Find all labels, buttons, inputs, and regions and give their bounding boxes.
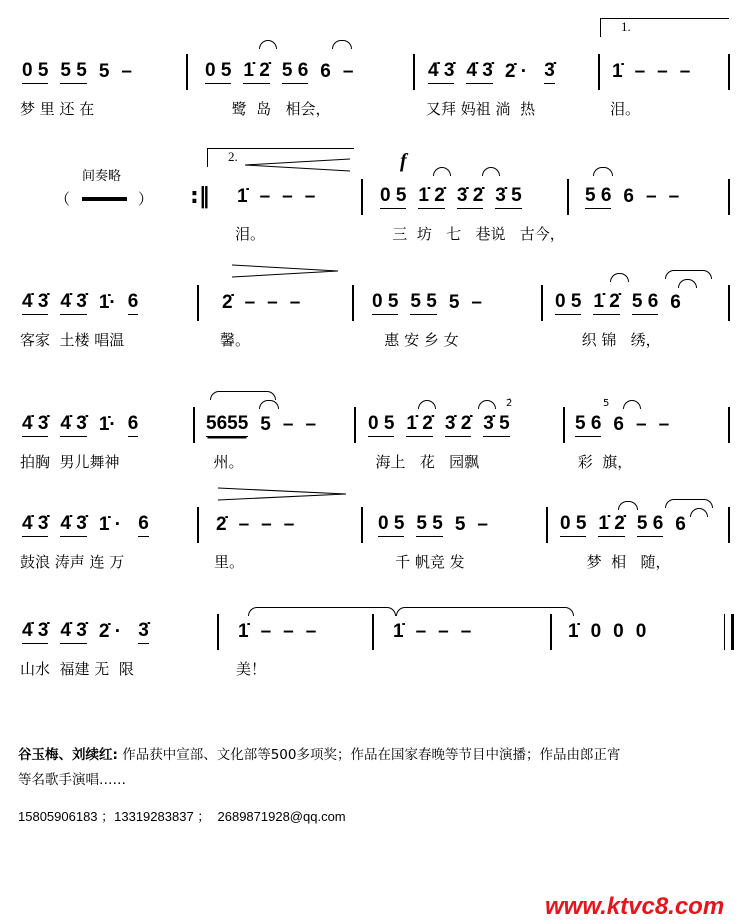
note-group: 1̇ 2̇ bbox=[418, 185, 444, 209]
bar-line bbox=[728, 285, 730, 321]
slur bbox=[396, 607, 574, 616]
bar-line bbox=[372, 614, 374, 650]
note-group: 0 5 bbox=[378, 513, 404, 537]
measure bbox=[216, 511, 294, 537]
measure bbox=[237, 183, 315, 209]
intro-label: 间奏略 bbox=[82, 169, 122, 184]
note-group: 5655 bbox=[206, 413, 248, 437]
slur bbox=[593, 167, 613, 176]
note-group: 4̇ 3̇ bbox=[60, 291, 86, 315]
measure bbox=[22, 411, 138, 437]
note-group: – bbox=[305, 621, 317, 642]
note-group: 1̇ · bbox=[98, 514, 127, 535]
note-group: – bbox=[244, 292, 256, 313]
note-group: – bbox=[658, 414, 670, 435]
watermark: www.ktvc8.com bbox=[545, 893, 725, 920]
contact-info: 15805906183 ；13319283837 ； 2689871928@qq.com bbox=[18, 809, 346, 824]
note-group: – bbox=[238, 514, 250, 535]
slur bbox=[418, 400, 436, 409]
lyric: 拍胸 男儿舞神 bbox=[20, 453, 120, 471]
bar-line bbox=[728, 54, 730, 90]
note-group: 4̇ 3̇ bbox=[22, 620, 48, 644]
note-group: 6 bbox=[623, 186, 634, 207]
measure bbox=[205, 58, 353, 84]
note-group: 1̇ 2̇ bbox=[593, 291, 619, 315]
note-group: 5 6 bbox=[282, 60, 308, 84]
note-group: 1̇ 2̇ bbox=[598, 513, 624, 537]
measure bbox=[372, 289, 482, 315]
lyric: 里。 bbox=[214, 553, 245, 571]
note-group: 1̇· bbox=[98, 414, 116, 435]
note-group: 2̇ · bbox=[98, 621, 127, 642]
lyric: 惠 安 乡 女 bbox=[370, 331, 459, 349]
measure bbox=[380, 183, 522, 209]
note-group: 4̇ 3̇ bbox=[60, 513, 86, 537]
slur bbox=[210, 391, 276, 400]
note-group: 4̇ 3̇ bbox=[22, 513, 48, 537]
measure bbox=[22, 511, 149, 537]
note-group: 1̇ bbox=[237, 186, 248, 207]
lyric: 海上 花 园飘 bbox=[366, 453, 480, 471]
lyric: 馨。 bbox=[220, 331, 251, 349]
note-group: – bbox=[305, 414, 317, 435]
measure bbox=[206, 411, 316, 437]
note-group: – bbox=[679, 61, 691, 82]
note-group: 5 6 bbox=[585, 185, 611, 209]
bar-line bbox=[413, 54, 415, 90]
note-group: 6 bbox=[613, 414, 624, 435]
note-group: 0 5 bbox=[560, 513, 586, 537]
note-group: 4̇ 3̇ bbox=[466, 60, 492, 84]
note-group: 4̇ 3̇ bbox=[428, 60, 454, 84]
slur bbox=[623, 400, 641, 409]
bar-line bbox=[352, 285, 354, 321]
note-group: 5 bbox=[448, 292, 460, 313]
measure bbox=[428, 58, 555, 84]
note-group: – bbox=[283, 621, 294, 642]
note-group: 6 bbox=[320, 61, 331, 82]
lyric: 千 帆竞 发 bbox=[376, 553, 465, 571]
bar-line bbox=[197, 285, 199, 321]
lyric: 鹭 岛 相会， bbox=[203, 100, 331, 118]
bar-line bbox=[197, 507, 199, 543]
bar-line bbox=[541, 285, 543, 321]
decrescendo-hairpin bbox=[232, 264, 338, 278]
slur bbox=[478, 400, 496, 409]
note-group: – bbox=[438, 621, 449, 642]
slur bbox=[332, 40, 352, 49]
note-group: 3̇ 5 bbox=[495, 185, 521, 209]
slur bbox=[678, 279, 697, 288]
lyric: 山水 福建 无 限 bbox=[20, 660, 134, 678]
description: 作品获中宣部、文化部等500多项奖；作品在国家春晚等节目中演播；作品由郎正宵 bbox=[117, 747, 621, 763]
lyric: 泪。 bbox=[610, 100, 641, 118]
slur bbox=[259, 40, 277, 49]
note-group: – bbox=[657, 61, 668, 82]
measure bbox=[368, 411, 510, 437]
note-group: 2̇ · bbox=[504, 61, 533, 82]
note-group: – bbox=[342, 61, 354, 82]
bar-line bbox=[193, 407, 195, 443]
note-group: 1̇ 2̇ bbox=[406, 413, 432, 437]
note-group: 6 bbox=[670, 292, 681, 313]
note-group: 5 6 bbox=[637, 513, 663, 537]
bar-line bbox=[728, 507, 730, 543]
bar-line bbox=[186, 54, 188, 90]
note-group: 6 bbox=[128, 413, 139, 437]
lyric: 梦 相 随， bbox=[558, 553, 671, 571]
slur bbox=[433, 167, 451, 176]
decrescendo-hairpin bbox=[218, 487, 346, 501]
lyric: 梦 里 还 在 bbox=[20, 100, 95, 118]
slur bbox=[610, 273, 629, 282]
note-group: 0 5 bbox=[555, 291, 581, 315]
slur bbox=[482, 167, 500, 176]
note-group: 0 5 bbox=[205, 60, 231, 84]
measure bbox=[22, 618, 149, 644]
note-group: – bbox=[289, 292, 301, 313]
note-group: 3̇ 2̇ bbox=[457, 185, 483, 209]
note-group: 0 bbox=[590, 621, 602, 642]
note-group: 0 bbox=[635, 621, 647, 642]
note-group: – bbox=[477, 514, 488, 535]
measure bbox=[22, 58, 132, 84]
bar-line bbox=[728, 407, 730, 443]
note-group: – bbox=[304, 186, 316, 207]
lyric: 又拜 妈祖 淌 热 bbox=[426, 100, 536, 118]
bar-line bbox=[217, 614, 219, 650]
bar-line bbox=[550, 614, 552, 650]
bar-line bbox=[567, 179, 569, 215]
lyric: 州。 bbox=[204, 453, 244, 471]
note-group: 4̇ 3̇ bbox=[60, 413, 86, 437]
intro-paren-open: （ bbox=[55, 190, 71, 208]
note-group: 5 bbox=[454, 514, 466, 535]
bar-line bbox=[354, 407, 356, 443]
slur bbox=[665, 270, 712, 279]
note-group: – bbox=[267, 292, 278, 313]
volta-1: 1. bbox=[600, 18, 729, 37]
slur bbox=[248, 607, 396, 616]
note-group: – bbox=[471, 292, 482, 313]
measure bbox=[575, 411, 669, 437]
note-group: 2̇ bbox=[216, 514, 227, 535]
measure bbox=[393, 618, 471, 644]
note-group: – bbox=[646, 186, 657, 207]
measure bbox=[238, 618, 316, 644]
measure bbox=[555, 289, 681, 315]
lyric: 客家 土楼 唱温 bbox=[20, 331, 125, 349]
note-group: 4̇ 3̇ bbox=[22, 413, 48, 437]
measure bbox=[222, 289, 300, 315]
measure bbox=[22, 289, 138, 315]
measure bbox=[568, 618, 646, 644]
note-group: – bbox=[282, 186, 293, 207]
volta-2: 2. bbox=[207, 148, 354, 167]
footer-line-2: 等名歌手演唱…… bbox=[18, 772, 126, 788]
slur bbox=[618, 501, 638, 510]
note-group: – bbox=[259, 186, 271, 207]
note-group: 5 6 bbox=[632, 291, 658, 315]
note-group: 1̇· bbox=[98, 292, 116, 313]
note-group: 0 5 bbox=[368, 413, 394, 437]
bar-line bbox=[598, 54, 600, 90]
note-group: 0 5 bbox=[372, 291, 398, 315]
bar-line bbox=[546, 507, 548, 543]
grace-note: 2̇ bbox=[506, 398, 513, 409]
note-group: 3̇ bbox=[544, 60, 555, 84]
measure bbox=[612, 58, 690, 84]
intro-paren-close: ） bbox=[138, 190, 154, 208]
note-group: – bbox=[283, 514, 295, 535]
note-group: – bbox=[460, 621, 472, 642]
crescendo-hairpin bbox=[245, 158, 350, 172]
note-group: 2̇ bbox=[222, 292, 233, 313]
note-group: 5 5 bbox=[60, 60, 86, 84]
lyric: 织 锦 绣， bbox=[553, 331, 661, 349]
note-group: – bbox=[121, 61, 132, 82]
note-group: – bbox=[668, 186, 680, 207]
note-group: – bbox=[260, 621, 272, 642]
note-group: – bbox=[261, 514, 272, 535]
bar-line bbox=[563, 407, 565, 443]
lyric: 泪。 bbox=[235, 225, 266, 243]
lyric: 美！ bbox=[236, 660, 267, 678]
footer-line-1 bbox=[18, 743, 620, 763]
intro-rest-bar-icon bbox=[82, 197, 127, 201]
bar-line bbox=[361, 179, 363, 215]
note-group: 1̇ 2̇ bbox=[243, 60, 269, 84]
lyric: 鼓浪 涛声 连 万 bbox=[20, 553, 125, 571]
lyric: 三 坊 七 巷说 古今， bbox=[378, 225, 565, 243]
measure bbox=[585, 183, 679, 209]
note-group: 0 5 bbox=[22, 60, 48, 84]
note-group: 6 bbox=[675, 514, 686, 535]
slur bbox=[259, 400, 279, 409]
note-group: 4̇ 3̇ bbox=[60, 620, 86, 644]
bar-line bbox=[728, 179, 730, 215]
note-group: 4̇ 3̇ bbox=[22, 291, 48, 315]
grace-note: 5 bbox=[603, 398, 610, 409]
note-group: – bbox=[636, 414, 647, 435]
slur bbox=[690, 508, 708, 517]
final-barline bbox=[724, 614, 734, 650]
note-group: 6 bbox=[128, 291, 139, 315]
note-group: 0 5 bbox=[380, 185, 406, 209]
note-group: – bbox=[282, 414, 294, 435]
note-group: 5 5 bbox=[416, 513, 442, 537]
authors: 谷玉梅、刘续红: bbox=[18, 747, 118, 763]
note-group: 5 bbox=[98, 61, 110, 82]
note-group: 0 bbox=[613, 621, 624, 642]
note-group: 1̇ bbox=[568, 621, 579, 642]
note-group: 1̇ bbox=[612, 61, 623, 82]
note-group: 3̇ bbox=[138, 620, 149, 644]
note-group: – bbox=[634, 61, 646, 82]
measure bbox=[378, 511, 488, 537]
note-group: – bbox=[415, 621, 427, 642]
repeat-sign: :‖ bbox=[190, 184, 210, 209]
note-group: 1̇ bbox=[393, 621, 404, 642]
measure bbox=[560, 511, 686, 537]
note-group: 3̇ 2̇ bbox=[445, 413, 471, 437]
dynamic-forte: f bbox=[400, 150, 407, 172]
note-group: 6 bbox=[138, 513, 149, 537]
note-group: 5 5 bbox=[410, 291, 436, 315]
note-group: 1̇ bbox=[238, 621, 249, 642]
lyric: 彩 旗， bbox=[573, 453, 633, 471]
note-group: 5 bbox=[260, 414, 271, 435]
slur bbox=[665, 499, 713, 508]
note-group: 5 6 bbox=[575, 413, 601, 437]
note-group: 3̇ 5 bbox=[483, 413, 509, 437]
bar-line bbox=[361, 507, 363, 543]
